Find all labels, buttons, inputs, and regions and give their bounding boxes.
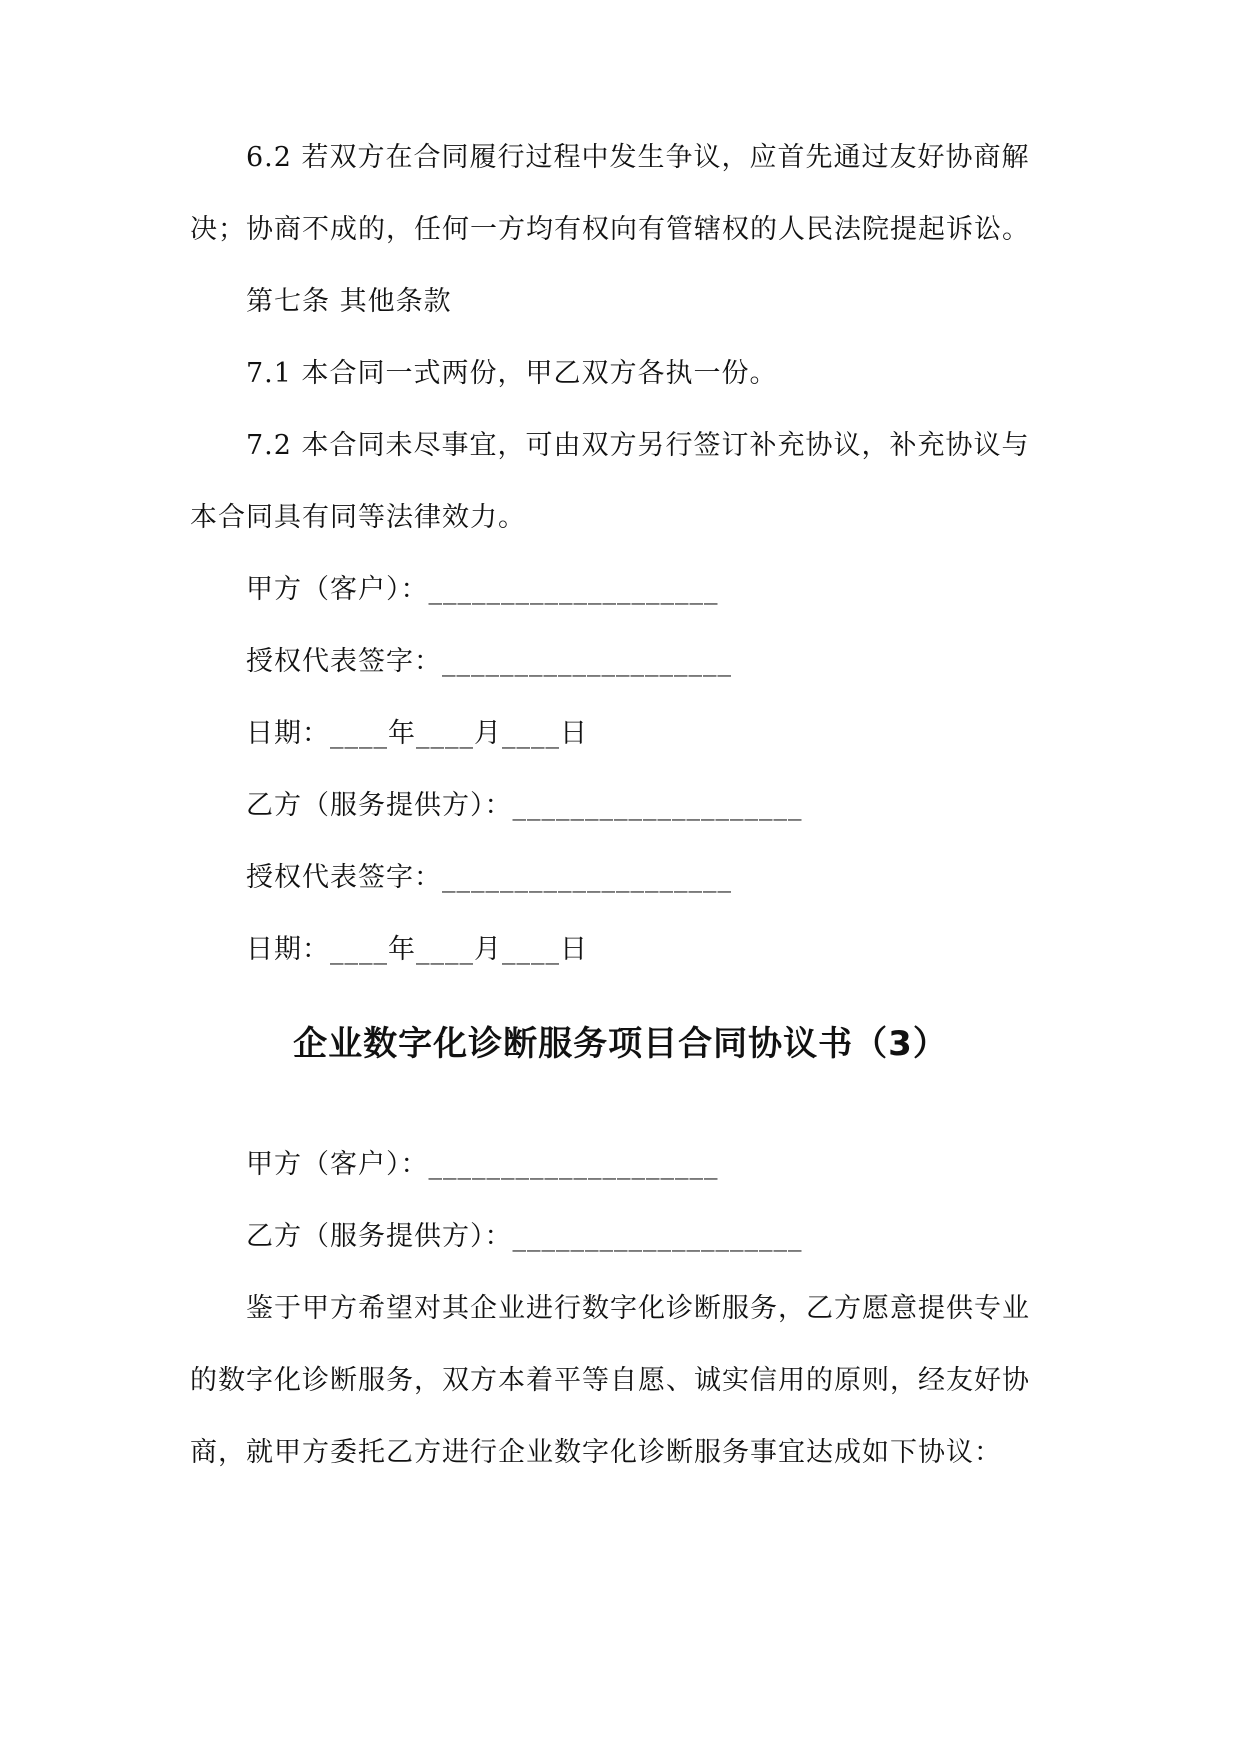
clause-6-2-line-1: 6.2 若双方在合同履行过程中发生争议，应首先通过友好协商解 (246, 142, 1030, 173)
contract-3-preamble-line-1: 鉴于甲方希望对其企业进行数字化诊断服务，乙方愿意提供专业 (246, 1293, 1030, 1324)
party-a-representative-line: 授权代表签字：____________________ (246, 646, 732, 677)
clause-7-1: 7.1 本合同一式两份，甲乙双方各执一份。 (246, 358, 778, 389)
clause-7-2-line-1: 7.2 本合同未尽事宜，可由双方另行签订补充协议，补充协议与 (246, 430, 1030, 461)
clause-6-2-line-2: 决；协商不成的，任何一方均有权向有管辖权的人民法院提起诉讼。 (190, 214, 1030, 245)
article-7-heading: 第七条 其他条款 (246, 286, 452, 317)
party-b-date-line: 日期：____年____月____日 (246, 934, 588, 965)
party-a-date-line: 日期：____年____月____日 (246, 718, 588, 749)
party-b-representative-line: 授权代表签字：____________________ (246, 862, 732, 893)
contract-3-party-b-line: 乙方（服务提供方）：____________________ (246, 1221, 803, 1252)
party-b-signature-line: 乙方（服务提供方）：____________________ (246, 790, 803, 821)
contract-3-party-a-line: 甲方（客户）：____________________ (246, 1149, 719, 1180)
contract-3-preamble-line-2: 的数字化诊断服务，双方本着平等自愿、诚实信用的原则，经友好协 (190, 1365, 1030, 1396)
party-a-signature-line: 甲方（客户）：____________________ (246, 574, 719, 605)
contract-3-title: 企业数字化诊断服务项目合同协议书（3） (293, 1024, 948, 1064)
clause-7-2-line-2: 本合同具有同等法律效力。 (190, 502, 526, 533)
contract-3-preamble-line-3: 商，就甲方委托乙方进行企业数字化诊断服务事宜达成如下协议： (190, 1437, 1002, 1468)
